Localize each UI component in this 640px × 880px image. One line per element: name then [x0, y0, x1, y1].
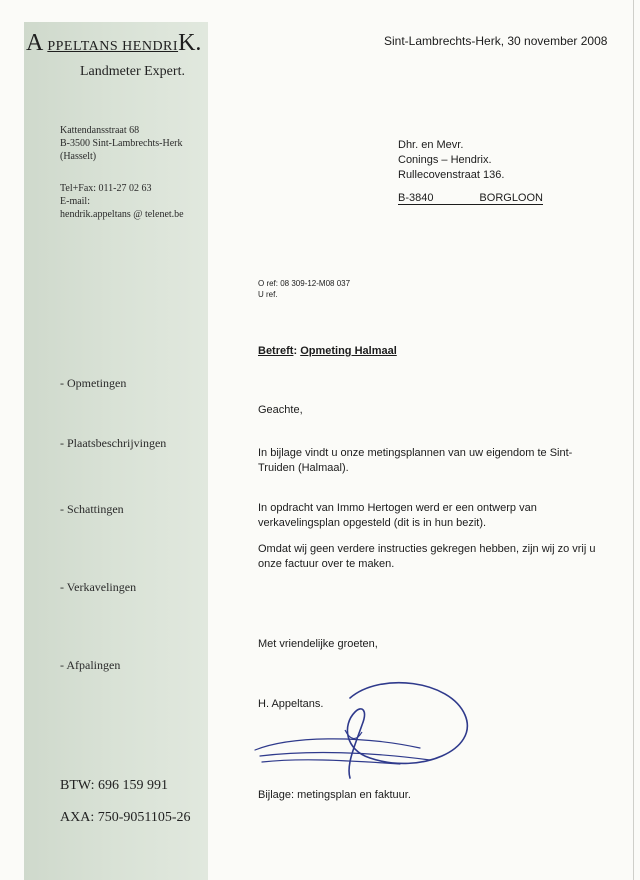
address-region: (Hasselt): [60, 151, 97, 162]
postal-city: BORGLOON: [479, 192, 543, 204]
paragraph-2: In opdracht van Immo Hertogen werd er een ontwerp van verkavelingsplan opgesteld (dit is in hun bezit).: [258, 502, 537, 529]
letterhead-subtitle: Landmeter Expert.: [80, 64, 185, 79]
logo-name: PPELTANS HENDRI: [47, 39, 179, 54]
btw-number: BTW: 696 159 991: [60, 778, 168, 793]
subject-line: [258, 345, 397, 357]
address-city: B-3500 Sint-Lambrechts-Herk: [60, 138, 183, 149]
paragraph-3: Omdat wij geen verdere instructies gekregen hebben, zijn wij zo vrij u onze factuur over te maken.: [258, 543, 596, 570]
enclosure-note: Bijlage: metingsplan en faktuur.: [258, 789, 411, 801]
logo-initial: A: [26, 30, 44, 56]
logo-final: K.: [178, 30, 202, 56]
contact-email-label: E-mail:: [60, 196, 90, 207]
recipient-line: Conings – Hendrix.: [398, 154, 492, 166]
address-street: Kattendansstraat 68: [60, 125, 140, 136]
service-verkavelingen: - Verkavelingen: [60, 580, 137, 594]
service-afpalingen: - Afpalingen: [60, 658, 121, 672]
recipient-line: Dhr. en Mevr.: [398, 139, 464, 151]
our-reference: O ref: 08 309-12-M08 037: [258, 279, 351, 288]
page-edge: [633, 0, 634, 880]
your-reference: U ref.: [258, 290, 278, 299]
letterhead-logo: [26, 30, 210, 60]
service-schattingen: - Schattingen: [60, 502, 124, 516]
subject-colon: :: [293, 345, 301, 357]
recipient-line: Rullecovenstraat 136.: [398, 169, 505, 181]
sender-address: [60, 124, 182, 163]
subject-label: Betreft: [258, 345, 294, 357]
subject-value: Opmeting Halmaal: [300, 345, 397, 357]
recipient-block: [398, 138, 504, 183]
contact-email: hendrik.appeltans @ telenet.be: [60, 209, 184, 220]
salutation: Geachte,: [258, 404, 303, 416]
contact-phone: Tel+Fax: 011-27 02 63: [60, 183, 152, 194]
signatory-name: H. Appeltans.: [258, 698, 324, 710]
recipient-postal: [398, 192, 543, 205]
paragraph-1: In bijlage vindt u onze metingsplannen van uw eigendom te Sint-Truiden (Halmaal).: [258, 447, 573, 474]
handwritten-signature: [250, 670, 480, 780]
service-opmetingen: - Opmetingen: [60, 376, 127, 390]
service-plaatsbeschrijvingen: - Plaatsbeschrijvingen: [60, 436, 167, 450]
closing: Met vriendelijke groeten,: [258, 638, 378, 650]
axa-number: AXA: 750-9051105-26: [60, 810, 191, 825]
sender-contact: [60, 182, 184, 221]
postal-code: B-3840: [398, 192, 434, 204]
references: [258, 278, 350, 300]
place-date: Sint-Lambrechts-Herk, 30 november 2008: [384, 34, 608, 48]
